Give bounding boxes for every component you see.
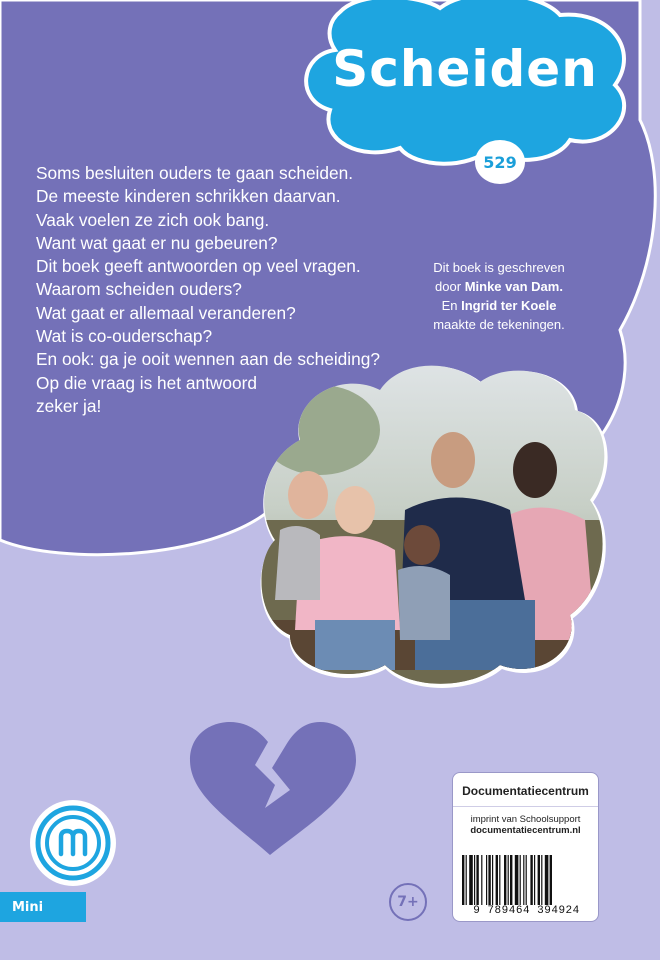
blurb-line: Want wat gaat er nu gebeuren? [36, 232, 278, 253]
credits-prefix: door [435, 279, 465, 294]
book-title: Scheiden [332, 40, 598, 98]
credits-line: maakte de tekeningen. [433, 317, 565, 332]
blurb-line: Soms besluiten ouders te gaan scheiden. [36, 163, 354, 183]
blurb-line: Wat gaat er allemaal veranderen? [36, 302, 296, 323]
blurb-line: De meeste kinderen schrikken daarvan. [36, 186, 341, 207]
mini-logo-icon [30, 800, 116, 886]
blurb-line: Op die vraag is het antwoord [36, 372, 257, 393]
blurb-line: zeker ja! [36, 395, 102, 416]
credits-line: Dit boek is geschreven [433, 260, 565, 275]
blurb-line: Wat is co-ouderschap? [36, 326, 213, 347]
broken-heart-icon [190, 722, 356, 855]
series-number-badge: 529 [475, 140, 525, 184]
author-name: Minke van Dam. [464, 279, 563, 294]
blurb-line: Dit boek geeft antwoorden op veel vragen. [36, 256, 361, 277]
publisher-website: documentatiecentrum.nl [470, 825, 581, 836]
blurb-line: Waarom scheiden ouders? [36, 279, 242, 300]
publisher-name: Documentatiecentrum [453, 773, 598, 807]
isbn-number: 9 789464 394924 [473, 905, 580, 917]
illustrator-name: Ingrid ter Koele [461, 298, 557, 313]
barcode [462, 855, 590, 905]
age-badge: 7+ [389, 883, 427, 921]
publisher-imprint: imprint van Schoolsupport [470, 814, 581, 825]
blurb-line: En ook: ga je ooit wennen aan de scheiding? [36, 349, 380, 370]
barcode-panel [452, 772, 599, 922]
credits-prefix: En [441, 298, 462, 313]
credits-line [404, 277, 594, 296]
credits [404, 258, 594, 334]
credits-line [404, 296, 594, 315]
blurb-text [36, 162, 416, 418]
blurb-line: Vaak voelen ze zich ook bang. [36, 209, 270, 230]
mini-label: Mini [0, 892, 86, 922]
